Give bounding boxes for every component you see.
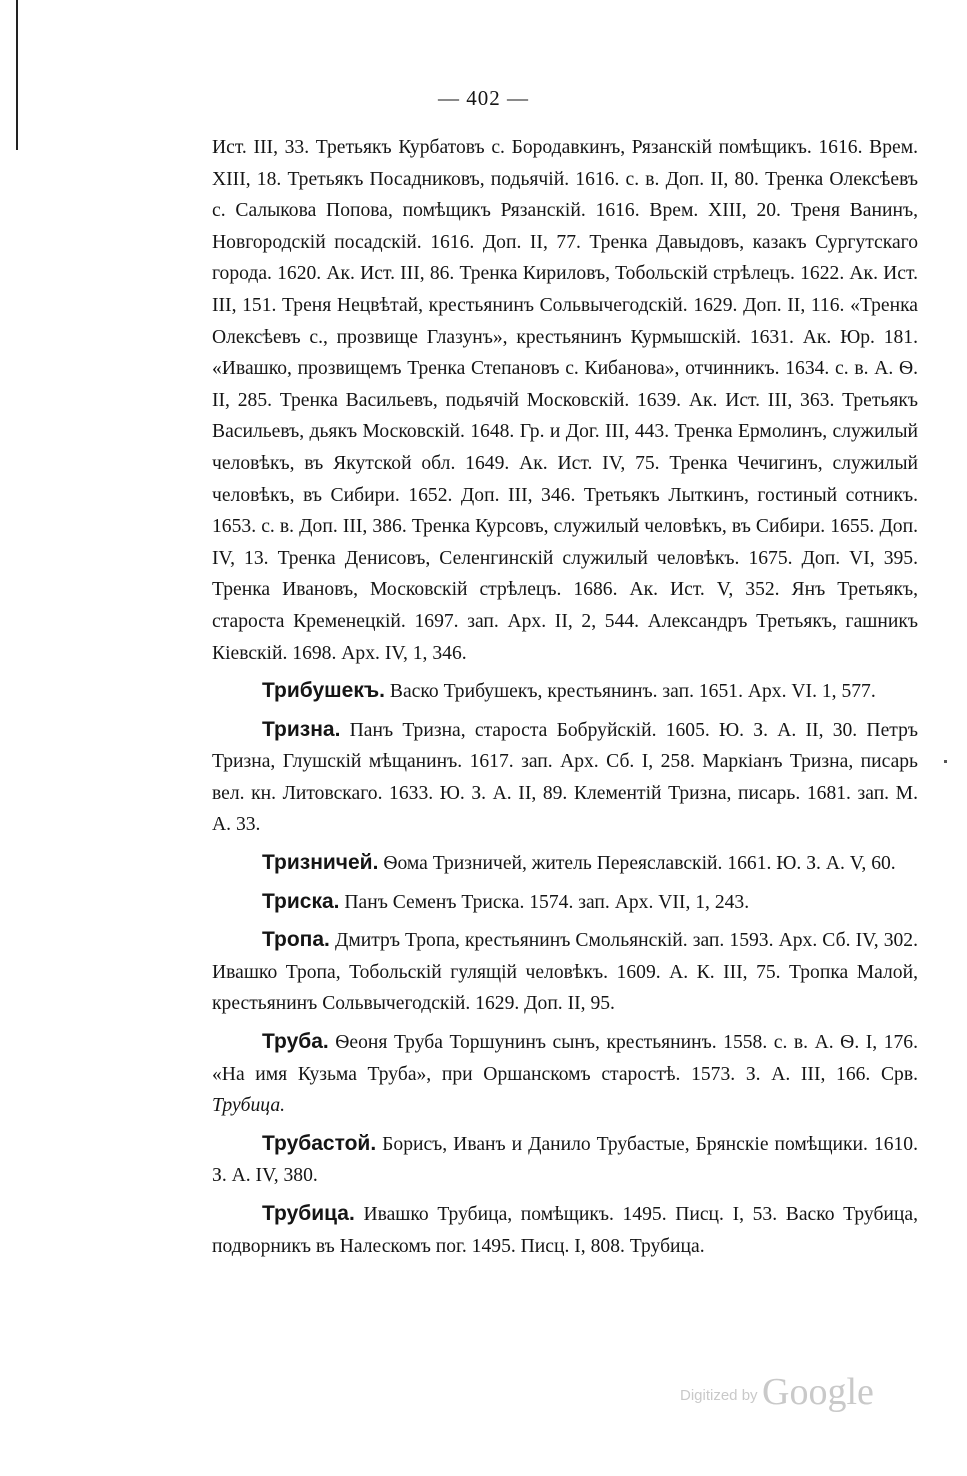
entry-body: Панъ Тризна, староста Бобруйскій. 1605. Ю. З. А. II, 30. Петръ Тризна, Глушскій мѣщанинъ. 1617. зап. Арх. Сб. I, 258. Маркіанъ Тризна, писарь вел. кн. Литовскаго. 1633. Ю. З. А. II, 89. Клементій Тризна, писарь. 1681. зап. М. А. 33. bbox=[212, 719, 918, 836]
cross-reference: Трубица. bbox=[212, 1095, 286, 1117]
page-edge-line bbox=[16, 0, 18, 150]
digitized-watermark bbox=[680, 1370, 874, 1414]
entry-body: Ивашко Трубица, помѣщикъ. 1495. Писц. I, 53. Васко Трубица, подворникъ въ Налескомъ пог. 1495. Писц. I, 808. Трубица. bbox=[212, 1204, 918, 1257]
entry-headword: Трубица. bbox=[262, 1202, 355, 1225]
dictionary-text bbox=[212, 132, 918, 1268]
margin-mark bbox=[944, 760, 947, 763]
entry-body: Дмитръ Тропа, крестьянинъ Смольянскій. зап. 1593. Арх. Сб. IV, 302. Ивашко Тропа, Тобольскій гулящій человѣкъ. 1609. А. К. III, 75. Тропка Малой, крестьянинъ Сольвычегодскій. 1629. Доп. II, 95. bbox=[212, 930, 918, 1015]
entry-tropa bbox=[212, 924, 918, 1020]
entry-headword: Триска. bbox=[262, 889, 340, 913]
entry-body: Борисъ, Иванъ и Данило Трубастые, Брянскіе помѣщики. 1610. З. А. IV, 380. bbox=[212, 1133, 918, 1187]
continuation-paragraph: Ист. III, 33. Третьякъ Курбатовъ с. Бородавкинъ, Рязанскій помѣщикъ. 1616. Врем. XIII, 18. Третьякъ Посадниковъ, подьячій. 1616. с. в. Доп. II, 80. Тренка Олексѣевъ с. Салыкова Попова, помѣщикъ Рязанскій. 1616. Врем. XIII, 20. Треня Ванинъ, Новгородскій посадскій. 1616. Доп. II, 77. Тренка Давыдовъ, казакъ Сургутскаго города. 1620. Ак. Ист. III, 86. Тренка Кириловъ, Тобольскій стрѣлецъ. 1622. Ак. Ист. III, 151. Треня Нецвѣтай, крестьянинъ Сольвычегодскій. 1629. Доп. II, 116. «Тренка Олексѣевъ с., прозвище Глазунъ», крестьянинъ Курмышскій. 1631. Ак. Юр. 181. «Ивашко, прозвищемъ Тренка Степановъ с. Кибанова», отчинникъ. 1634. с. в. А. Ѳ. II, 285. Тренка Васильевъ, подьячій Московскій. 1639. Ак. Ист. III, 363. Третьякъ Васильевъ, дьякъ Московскій. 1648. Гр. и Дог. III, 443. Тренка Ермолинъ, служилый человѣкъ, въ Якутской обл. 1649. Ак. Ист. IV, 75. Тренка Чечигинъ, служилый человѣкъ, въ Сибири. 1652. Доп. III, 346. Третьякъ Лыткинъ, гостиный сотникъ. 1653. с. в. Доп. III, 386. Тренка Курсовъ, служилый человѣкъ, въ Сибири. 1655. Доп. IV, 13. Тренка Денисовъ, Селенгинскій служилый человѣкъ. 1675. Доп. VI, 395. Тренка Ивановъ, Московскій стрѣлецъ. 1686. Ак. Ист. V, 352. Янъ Третьякъ, староста Кременецкій. 1697. зап. Арх. II, 2, 544. Александръ Третьякъ, гашникъ Кіевскій. 1698. Арх. IV, 1, 346. bbox=[212, 137, 918, 664]
entry-body: Васко Трибушекъ, крестьянинъ. зап. 1651. Арх. VI. 1, 577. bbox=[384, 681, 876, 703]
entry-body: Панъ Семенъ Триска. 1574. зап. Арх. VII, 1, 243. bbox=[339, 891, 750, 913]
google-logo: Google bbox=[762, 1371, 874, 1413]
entry-headword: Тризничей. bbox=[262, 851, 379, 875]
entry-truba bbox=[212, 1026, 918, 1122]
entry-headword: Трубастой. bbox=[262, 1131, 377, 1155]
entry-tribushek bbox=[212, 675, 918, 708]
entry-headword: Трибушекъ. bbox=[262, 679, 385, 703]
entry-headword: Тризна. bbox=[262, 717, 341, 741]
entry-body: Ѳеоня Труба Торшунинъ сынъ, крестьянинъ. 1558. с. в. А. Ѳ. I, 176. «На имя Кузьма Труба», при Оршанскомъ старостѣ. 1573. З. А. III, 166. Срв. bbox=[212, 1032, 918, 1085]
watermark-prefix: Digitized by bbox=[680, 1387, 758, 1404]
page-number: — 402 — bbox=[438, 86, 529, 110]
entry-trizna bbox=[212, 714, 918, 841]
entry-triznichei bbox=[212, 847, 918, 880]
entry-body: Ѳома Тризничей, житель Переяславскій. 1661. Ю. З. А. V, 60. bbox=[378, 853, 896, 875]
entry-headword: Тропа. bbox=[262, 928, 330, 952]
entry-trubitsa bbox=[212, 1198, 918, 1262]
entry-trubastoi bbox=[212, 1128, 918, 1192]
entry-triska bbox=[212, 886, 918, 919]
entry-headword: Труба. bbox=[262, 1030, 329, 1054]
